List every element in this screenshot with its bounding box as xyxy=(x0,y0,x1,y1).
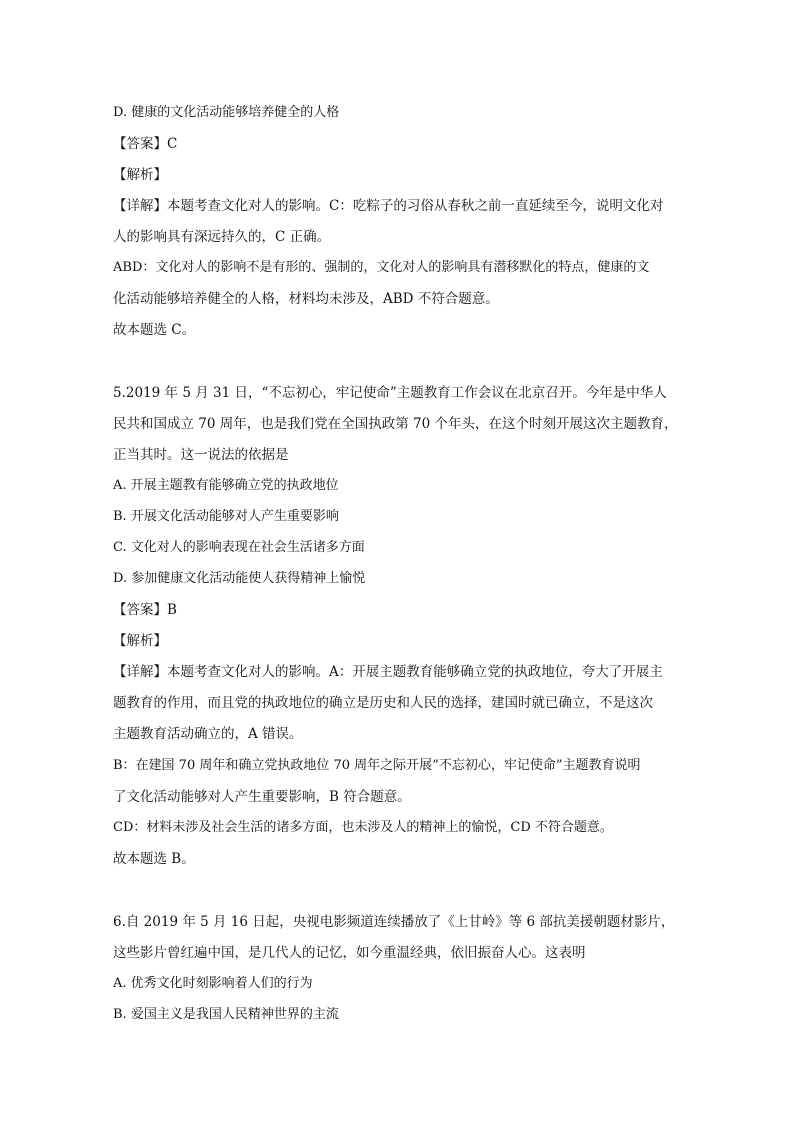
q5-b-line-2: 了文化活动能够对人产生重要影响，B 符合题意。 xyxy=(113,789,411,805)
q5-detail-line-3: 主题教育活动确立的，A 错误。 xyxy=(113,726,303,742)
q4-detail-line-1: 【详解】本题考查文化对人的影响。C：吃粽子的习俗从春秋之前一直延续至今，说明文化对 xyxy=(113,198,664,214)
q5-option-c: C. 文化对人的影响表现在社会生活诸多方面 xyxy=(113,540,365,555)
q6-stem-line-2: 这些影片曾红遍中国，是几代人的记忆，如今重温经典，依旧振奋人心。这表明 xyxy=(113,945,586,961)
q5-conclusion: 故本题选 B。 xyxy=(113,851,195,867)
q6-stem-line-1: 6.自 2019 年 5 月 16 日起，央视电影频道连续播放了《上甘岭》等 6 部抗美援朝题材影片， xyxy=(113,914,675,930)
q5-option-a: A. 开展主题教有能够确立党的执政地位 xyxy=(113,478,339,493)
q4-answer: 【答案】C xyxy=(113,136,178,152)
q5-stem-line-3: 正当其时。这一说法的依据是 xyxy=(113,447,289,463)
q4-conclusion: 故本题选 C。 xyxy=(113,322,196,338)
q4-abd-line-2: 化活动能够培养健全的人格，材料均未涉及，ABD 不符合题意。 xyxy=(113,291,499,307)
q5-option-d: D. 参加健康文化活动能使人获得精神上愉悦 xyxy=(113,571,366,586)
q5-b-line-1: B：在建国 70 周年和确立党执政地位 70 周年之际开展“不忘初心，牢记使命”主题教育说明 xyxy=(113,758,641,773)
q4-abd-line-1: ABD：文化对人的影响不是有形的、强制的，文化对人的影响具有潜移默化的特点，健康的文 xyxy=(113,260,650,275)
q4-analysis-label: 【解析】 xyxy=(113,167,167,183)
q6-option-b: B. 爱国主义是我国人民精神世界的主流 xyxy=(113,1007,339,1022)
q5-detail-line-2: 题教育的作用，而且党的执政地位的确立是历史和人民的选择，建国时就已确立，不是这次 xyxy=(113,695,653,711)
q5-stem-line-2: 民共和国成立 70 周年，也是我们党在全国执政第 70 个年头，在这个时刻开展这次主题教育， xyxy=(113,416,678,432)
q5-answer: 【答案】B xyxy=(113,602,177,618)
q5-cd-line: CD：材料未涉及社会生活的诸多方面，也未涉及人的精神上的愉悦，CD 不符合题意。 xyxy=(113,820,613,835)
q5-option-b: B. 开展文化活动能够对人产生重要影响 xyxy=(113,509,339,524)
q5-detail-line-1: 【详解】本题考查文化对人的影响。A：开展主题教育能够确立党的执政地位，夸大了开展主 xyxy=(113,664,663,680)
q4-detail-line-2: 人的影响具有深远持久的，C 正确。 xyxy=(113,229,331,245)
q4-option-d: D. 健康的文化活动能够培养健全的人格 xyxy=(113,105,340,120)
q5-analysis-label: 【解析】 xyxy=(113,633,167,649)
q5-stem-line-1: 5.2019 年 5 月 31 日，“不忘初心，牢记使命”主题教育工作会议在北京召开。今年是中华人 xyxy=(113,385,667,401)
q6-option-a: A. 优秀文化时刻影响着人们的行为 xyxy=(113,976,313,991)
